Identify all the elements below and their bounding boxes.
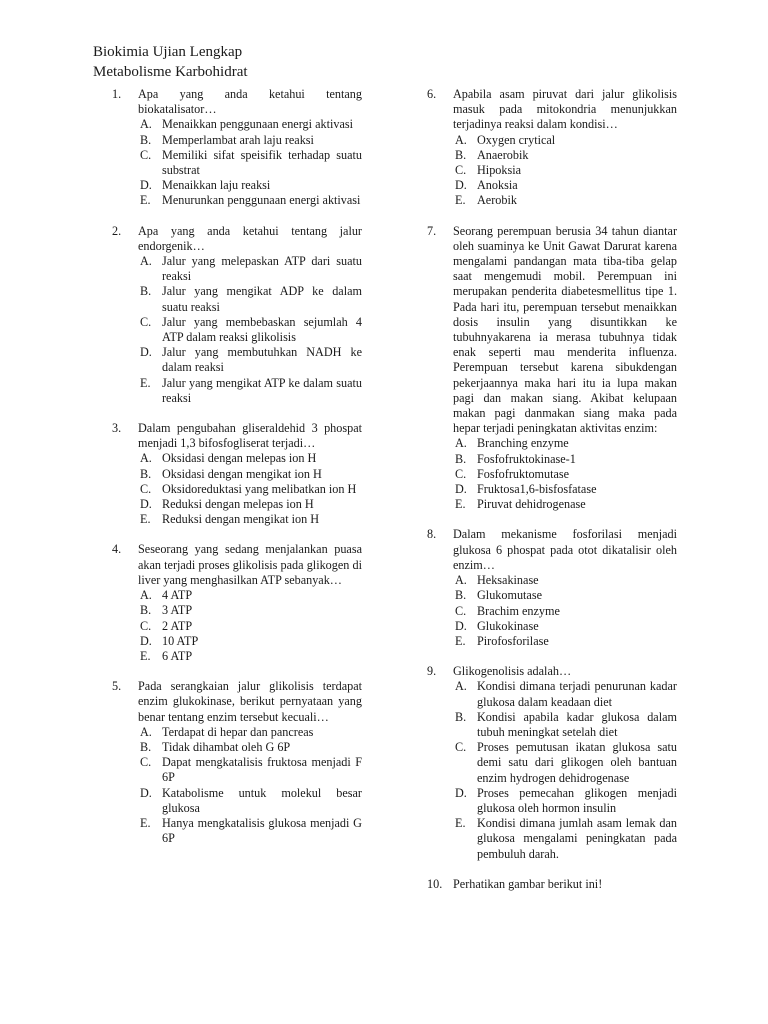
question-item xyxy=(112,87,362,209)
option-text: Kondisi apabila kadar glukosa dalam tubuh meningkat setelah diet xyxy=(477,709,677,739)
option-text: Brachim enzyme xyxy=(477,603,560,618)
option-letter: C. xyxy=(455,603,467,618)
answer-option xyxy=(138,193,362,208)
answer-option xyxy=(138,451,362,466)
option-text: Anaerobik xyxy=(477,147,529,162)
option-letter: D. xyxy=(455,618,467,633)
answer-options xyxy=(453,573,677,649)
option-letter: E. xyxy=(140,815,151,830)
option-text: Fosfofruktokinase-1 xyxy=(477,451,576,466)
answer-option xyxy=(138,345,362,375)
answer-option xyxy=(453,133,677,148)
option-text: Oksidasi dengan melepas ion H xyxy=(162,451,317,466)
option-text: Hanya mengkatalisis glukosa menjadi G 6P xyxy=(162,815,362,846)
option-letter: A. xyxy=(455,436,467,451)
answer-option xyxy=(138,816,362,846)
option-text: Memperlambat arah laju reaksi xyxy=(162,132,314,147)
option-text: Jalur yang melepaskan ATP dari suatu reaksi xyxy=(162,254,362,284)
option-text: Proses pemecahan glikogen menjadi glukosa oleh hormon insulin xyxy=(477,785,677,815)
option-letter: C. xyxy=(455,466,467,481)
question-item xyxy=(427,87,677,209)
question-number: 2. xyxy=(112,223,122,238)
answer-option xyxy=(453,467,677,482)
option-text: 4 ATP xyxy=(162,588,193,603)
answer-option xyxy=(138,649,362,664)
question-text: Pada serangkaian jalur glikolisis terdapat enzim glukokinase, berikut pernyataan yang benar tentang enzim tersebut kecuali… xyxy=(138,679,362,724)
option-letter: C. xyxy=(455,740,467,755)
document-title: Biokimia Ujian Lengkap xyxy=(93,44,243,60)
answer-option xyxy=(453,634,677,649)
option-letter: E. xyxy=(140,648,151,663)
option-letter: E. xyxy=(140,193,151,208)
option-letter: C. xyxy=(140,755,152,770)
question-text: Apa yang anda ketahui tentang jalur endorgenik… xyxy=(138,223,362,253)
option-text: Proses pemutusan ikatan glukosa satu demi satu dari glikogen oleh bantuan enzim hydrogen dehidrogenase xyxy=(477,740,677,785)
question-item xyxy=(427,224,677,513)
answer-option xyxy=(453,452,677,467)
option-text: Reduksi dengan mengikat ion H xyxy=(162,512,320,527)
option-letter: D. xyxy=(140,785,152,800)
answer-options xyxy=(138,451,362,527)
question-number: 5. xyxy=(112,679,122,694)
option-text: Terdapat di hepar dan pancreas xyxy=(162,724,314,739)
answer-option xyxy=(138,376,362,406)
option-text: 6 ATP xyxy=(162,648,193,663)
option-letter: D. xyxy=(140,345,152,360)
question-item xyxy=(427,877,677,892)
option-letter: E. xyxy=(455,633,466,648)
option-letter: D. xyxy=(455,785,467,800)
option-letter: D. xyxy=(140,633,152,648)
option-text: Menurunkan penggunaan energi aktivasi xyxy=(162,193,361,208)
option-letter: B. xyxy=(455,709,467,724)
option-text: Oksidasi dengan mengikat ion H xyxy=(162,466,322,481)
answer-option xyxy=(138,254,362,284)
answer-option xyxy=(138,512,362,527)
option-text: Anoksia xyxy=(477,178,518,193)
answer-options xyxy=(138,117,362,208)
answer-option xyxy=(453,710,677,740)
option-text: Pirofosforilase xyxy=(477,633,549,648)
answer-options xyxy=(138,254,362,406)
answer-option xyxy=(453,482,677,497)
option-text: Oxygen crytical xyxy=(477,132,556,147)
question-item xyxy=(112,224,362,406)
option-letter: E. xyxy=(140,375,151,390)
option-letter: E. xyxy=(455,193,466,208)
question-number: 3. xyxy=(112,421,122,436)
option-text: Aerobik xyxy=(477,193,517,208)
option-letter: D. xyxy=(140,497,152,512)
option-text: Piruvat dehidrogenase xyxy=(477,497,586,512)
option-text: Hipoksia xyxy=(477,163,522,178)
answer-options xyxy=(138,725,362,847)
answer-options xyxy=(453,679,677,861)
option-letter: C. xyxy=(140,618,152,633)
answer-option xyxy=(138,148,362,178)
option-letter: B. xyxy=(140,284,152,299)
document-header xyxy=(93,42,248,82)
option-text: 2 ATP xyxy=(162,618,193,633)
answer-option xyxy=(138,133,362,148)
answer-option xyxy=(453,679,677,709)
answer-option xyxy=(453,436,677,451)
option-letter: C. xyxy=(140,481,152,496)
question-number: 6. xyxy=(427,87,437,101)
answer-option xyxy=(138,603,362,618)
option-letter: B. xyxy=(455,147,467,162)
option-letter: B. xyxy=(140,739,152,754)
option-text: Reduksi dengan melepas ion H xyxy=(162,497,314,512)
question-text: Seorang perempuan berusia 34 tahun diantar oleh suaminya ke Unit Gawat Darurat karena mengalami pandangan mata tiba-tiba gelap saat mengemudi mobil. Perempuan ini merupakan penderita diabetesmellitus tipe 1. Pada hari itu, perempuan tersebut menaikkan dosis insulin yang disuntikkan ke tubuhnyakarena ia merasa tubuhnya tidak enak seperti mau menderita influenza. Perempuan tersebut karena sibukdengan pekerjaannya maka hari itu ia lupa makan pagi dan makan siang. Akibat kelupaan makan pagi danmakan siang maka pada hepar terjadi peningkatan aktivitas enzim: xyxy=(453,223,677,436)
answer-option xyxy=(138,467,362,482)
answer-option xyxy=(138,619,362,634)
answer-options xyxy=(453,436,677,512)
option-letter: C. xyxy=(140,147,152,162)
answer-option xyxy=(453,163,677,178)
option-text: Dapat mengkatalisis fruktosa menjadi F 6P xyxy=(162,755,362,785)
question-number: 1. xyxy=(112,87,122,101)
question-number: 10. xyxy=(427,876,443,891)
option-text: Tidak dihambat oleh G 6P xyxy=(162,739,291,754)
question-number: 8. xyxy=(427,527,437,542)
question-text: Dalam pengubahan gliseraldehid 3 phospat menjadi 1,3 bifosfogliserat terjadi… xyxy=(138,421,362,451)
question-text: Dalam mekanisme fosforilasi menjadi glukosa 6 phospat pada otot dikatalisir oleh enzim… xyxy=(453,527,677,572)
option-letter: B. xyxy=(140,603,152,618)
answer-option xyxy=(453,193,677,208)
answer-option xyxy=(138,117,362,132)
question-text: Glikogenolisis adalah… xyxy=(453,664,572,679)
option-text: 3 ATP xyxy=(162,603,193,618)
document-subtitle: Metabolisme Karbohidrat xyxy=(93,64,248,80)
option-letter: B. xyxy=(455,588,467,603)
question-item xyxy=(427,664,677,862)
question-item xyxy=(112,542,362,664)
answer-option xyxy=(138,315,362,345)
option-letter: A. xyxy=(140,724,152,739)
answer-option xyxy=(138,588,362,603)
answer-option xyxy=(453,740,677,786)
option-text: Branching enzyme xyxy=(477,436,569,451)
option-text: Jalur yang mengikat ATP ke dalam suatu reaksi xyxy=(162,375,362,405)
option-letter: A. xyxy=(455,132,467,147)
question-text: Apabila asam piruvat dari jalur glikolisis masuk pada mitokondria menunjukkan terjadinya reaksi dalam kondisi… xyxy=(453,87,677,132)
option-text: Jalur yang membutuhkan NADH ke dalam reaksi xyxy=(162,345,362,375)
left-column xyxy=(112,87,362,861)
option-letter: E. xyxy=(455,816,466,831)
answer-option xyxy=(138,634,362,649)
answer-option xyxy=(138,482,362,497)
question-item xyxy=(112,679,362,846)
answer-option xyxy=(453,619,677,634)
option-letter: B. xyxy=(140,466,152,481)
answer-option xyxy=(138,725,362,740)
answer-option xyxy=(453,588,677,603)
answer-options xyxy=(138,588,362,664)
answer-option xyxy=(453,573,677,588)
option-letter: C. xyxy=(455,163,467,178)
right-column xyxy=(427,87,677,907)
question-item xyxy=(427,527,677,649)
option-letter: D. xyxy=(455,178,467,193)
option-letter: C. xyxy=(140,314,152,329)
option-letter: E. xyxy=(455,497,466,512)
answer-option xyxy=(138,786,362,816)
answer-option xyxy=(138,740,362,755)
option-text: Glukomutase xyxy=(477,588,542,603)
question-number: 9. xyxy=(427,664,437,679)
answer-options xyxy=(453,133,677,209)
option-letter: A. xyxy=(140,588,152,603)
option-text: Kondisi dimana terjadi penurunan kadar glukosa dalam keadaan diet xyxy=(477,679,677,709)
answer-option xyxy=(138,755,362,785)
option-letter: B. xyxy=(140,132,152,147)
option-text: 10 ATP xyxy=(162,633,199,648)
question-number: 4. xyxy=(112,542,122,557)
question-text: Perhatikan gambar berikut ini! xyxy=(453,876,603,891)
answer-option xyxy=(453,786,677,816)
option-letter: A. xyxy=(140,254,152,269)
answer-option xyxy=(138,497,362,512)
option-text: Heksakinase xyxy=(477,573,539,588)
option-letter: B. xyxy=(455,451,467,466)
option-text: Menaikkan penggunaan energi aktivasi xyxy=(162,117,353,132)
answer-option xyxy=(453,148,677,163)
question-text: Apa yang anda ketahui tentang biokatalisator… xyxy=(138,87,362,117)
answer-option xyxy=(453,604,677,619)
option-letter: A. xyxy=(455,573,467,588)
option-text: Kondisi dimana jumlah asam lemak dan glukosa mengalami peningkatan pada pembuluh darah. xyxy=(477,816,677,861)
option-letter: E. xyxy=(140,512,151,527)
question-text: Seseorang yang sedang menjalankan puasa akan terjadi proses glikolisis pada glikogen di liver yang menghasilkan ATP sebanyak… xyxy=(138,542,362,587)
option-letter: A. xyxy=(140,117,152,132)
option-text: Menaikkan laju reaksi xyxy=(162,178,271,193)
option-text: Fosfofruktomutase xyxy=(477,466,570,481)
answer-option xyxy=(138,284,362,314)
answer-option xyxy=(453,178,677,193)
answer-option xyxy=(453,497,677,512)
answer-option xyxy=(453,816,677,862)
option-letter: A. xyxy=(140,451,152,466)
option-letter: D. xyxy=(455,482,467,497)
question-number: 7. xyxy=(427,223,437,238)
option-text: Fruktosa1,6-bisfosfatase xyxy=(477,482,597,497)
option-text: Jalur yang membebaskan sejumlah 4 ATP dalam reaksi glikolisis xyxy=(162,314,362,345)
answer-option xyxy=(138,178,362,193)
question-item xyxy=(112,421,362,527)
option-text: Jalur yang mengikat ADP ke dalam suatu reaksi xyxy=(162,284,362,314)
option-text: Katabolisme untuk molekul besar glukosa xyxy=(162,785,362,815)
option-letter: A. xyxy=(455,679,467,694)
option-text: Oksidoreduktasi yang melibatkan ion H xyxy=(162,481,357,496)
option-text: Glukokinase xyxy=(477,618,539,633)
option-letter: D. xyxy=(140,178,152,193)
option-text: Memiliki sifat speisifik terhadap suatu substrat xyxy=(162,147,362,178)
